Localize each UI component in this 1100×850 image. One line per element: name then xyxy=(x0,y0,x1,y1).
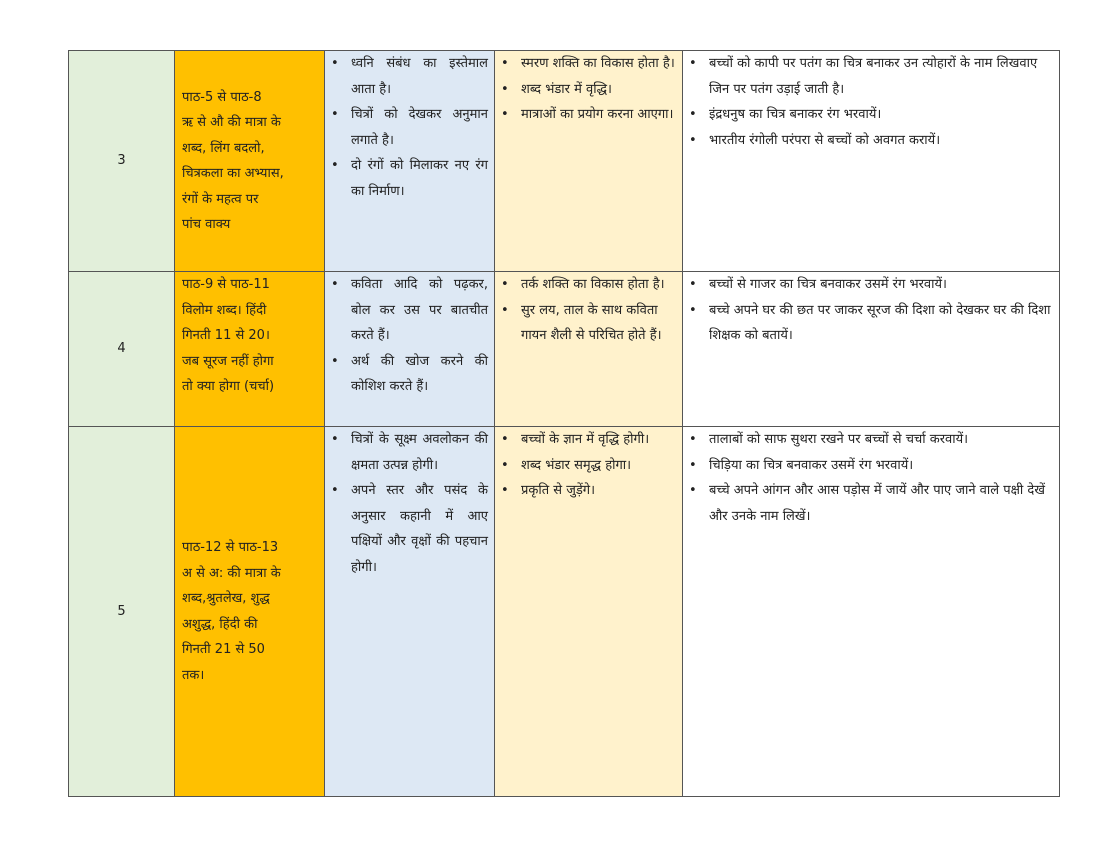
table-row xyxy=(69,272,1060,427)
outcomes-cell xyxy=(495,272,683,427)
topic-cell xyxy=(175,427,325,797)
topic-line: पाठ-12 से पाठ-13 xyxy=(182,540,279,555)
activity-item: • इंद्रधनुष का चित्र बनाकर रंग भरवायें। xyxy=(709,102,1053,128)
row-number: 4 xyxy=(69,272,175,427)
activity-item: • बच्चे अपने आंगन और आस पड़ोस में जायें और पाए जाने वाले पक्षी देखें और उनके नाम लिखें। xyxy=(709,478,1053,529)
topic-line: गिनती 11 से 20। xyxy=(182,328,270,343)
objective-item: • चित्रों को देखकर अनुमान लगाते है। xyxy=(351,102,488,153)
activity-item: • तालाबों को साफ सुथरा रखने पर बच्चों से चर्चा करवायें। xyxy=(709,427,1053,453)
activity-item: • बच्चों से गाजर का चित्र बनवाकर उसमें रंग भरवायें। xyxy=(709,272,1053,298)
outcomes-cell xyxy=(495,427,683,797)
activities-cell xyxy=(683,427,1060,797)
activities-cell xyxy=(683,51,1060,272)
topic-line: गिनती 21 से 50 xyxy=(182,642,265,657)
activity-item: • चिड़िया का चित्र बनवाकर उसमें रंग भरवायें। xyxy=(709,453,1053,479)
topic-cell xyxy=(175,272,325,427)
outcome-item: • सुर लय, ताल के साथ कविता गायन शैली से परिचित होते हैं। xyxy=(521,298,676,349)
topic-line: शब्द, लिंग बदलो, xyxy=(182,140,265,156)
topic-line: तक। xyxy=(182,667,205,683)
outcome-item: • मात्राओं का प्रयोग करना आएगा। xyxy=(521,102,676,128)
topic-line: रंगों के महत्व पर xyxy=(182,191,259,207)
activity-item: • भारतीय रंगोली परंपरा से बच्चों को अवगत करायें। xyxy=(709,128,1053,154)
lesson-plan-table xyxy=(68,50,1060,797)
topic-line: तो क्या होगा (चर्चा) xyxy=(182,379,275,394)
outcomes-cell xyxy=(495,51,683,272)
topic-line: विलोम शब्द। हिंदी xyxy=(182,302,267,318)
objective-item: • कविता आदि को पढ़कर, बोल कर उस पर बातचीत करते हैं। xyxy=(351,272,488,349)
topic-line: ऋ से औ की मात्रा के xyxy=(182,115,281,130)
outcome-item: • बच्चों के ज्ञान में वृद्धि होगी। xyxy=(521,427,676,453)
objective-item: • दो रंगों को मिलाकर नए रंग का निर्माण। xyxy=(351,153,488,204)
table-row xyxy=(69,427,1060,797)
topic-line: पांच वाक्य xyxy=(182,217,231,232)
objective-item: • ध्वनि संबंध का इस्तेमाल आता है। xyxy=(351,51,488,102)
outcome-item: • स्मरण शक्ति का विकास होता है। xyxy=(521,51,676,77)
activity-item: • बच्चे अपने घर की छत पर जाकर सूरज की दिशा को देखकर घर की दिशा शिक्षक को बतायें। xyxy=(709,298,1053,349)
row-number: 5 xyxy=(69,427,175,797)
objectives-cell xyxy=(325,51,495,272)
objectives-cell xyxy=(325,272,495,427)
topic-line: जब सूरज नहीं होगा xyxy=(182,353,274,369)
topic-cell xyxy=(175,51,325,272)
row-number: 3 xyxy=(69,51,175,272)
topic-line: पाठ-5 से पाठ-8 xyxy=(182,89,262,105)
objective-item: • चित्रों के सूक्ष्म अवलोकन की क्षमता उत्पन्न होगी। xyxy=(351,427,488,478)
objectives-cell xyxy=(325,427,495,797)
outcome-item: • प्रकृति से जुड़ेंगे। xyxy=(521,478,676,504)
activities-cell xyxy=(683,272,1060,427)
topic-line: चित्रकला का अभ्यास, xyxy=(182,166,284,181)
objective-item: • अर्थ की खोज करने की कोशिश करते हैं। xyxy=(351,349,488,400)
topic-line: शब्द,श्रुतलेख, शुद्ध xyxy=(182,591,270,606)
topic-line: अ से अ: की मात्रा के xyxy=(182,565,281,581)
outcome-item: • शब्द भंडार में वृद्धि। xyxy=(521,77,676,103)
topic-line: अशुद्ध, हिंदी की xyxy=(182,616,258,632)
topic-line: पाठ-9 से पाठ-11 xyxy=(182,277,270,292)
outcome-item: • शब्द भंडार समृद्ध होगा। xyxy=(521,453,676,479)
objective-item: • अपने स्तर और पसंद के अनुसार कहानी में आए पक्षियों और वृक्षों की पहचान होगी। xyxy=(351,478,488,580)
activity-item: • बच्चों को कापी पर पतंग का चित्र बनाकर उन त्योहारों के नाम लिखवाए जिन पर पतंग उड़ाई जाती है। xyxy=(709,51,1053,102)
table-row xyxy=(69,51,1060,272)
outcome-item: • तर्क शक्ति का विकास होता है। xyxy=(521,272,676,298)
